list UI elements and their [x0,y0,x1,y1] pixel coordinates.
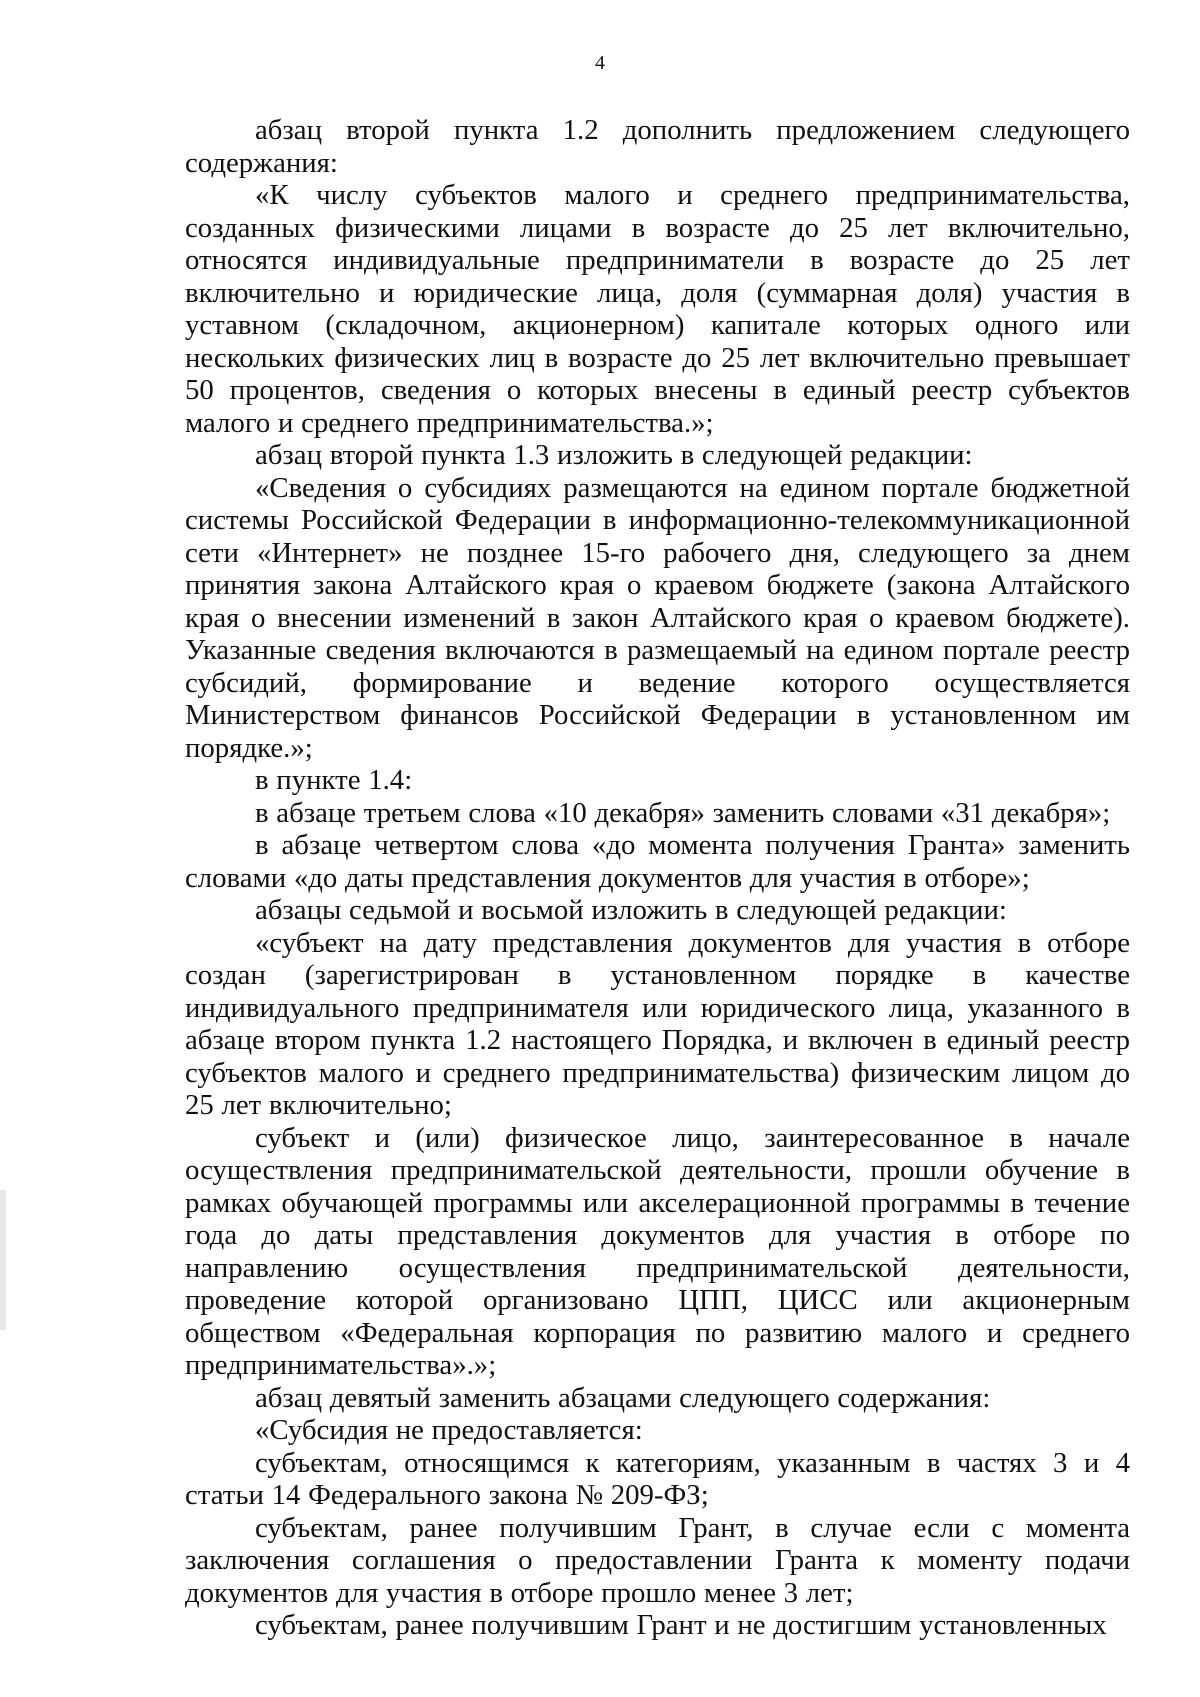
paragraph: абзац второй пункта 1.3 изложить в следующей редакции: [255,439,973,471]
paragraph: субъектам, ранее получившим Грант, в случае если с момента заключения соглашения о предоставлении Гранта к моменту подачи документов для участия в отборе прошло менее 3 лет; [185,1511,1130,1609]
paragraph: в пункте 1.4: [255,764,413,796]
document-body [185,114,1130,1642]
paragraph: «Субсидия не предоставляется: [255,1414,643,1446]
page-number: 4 [595,52,605,74]
paragraph: «Сведения о субсидиях размещаются на едином портале бюджетной системы Российской Федерации в информационно-телекоммуникационной сети «Интернет» не позднее 15-го рабочего дня, следующего за днем принятия закона Алтайского края о краевом бюджете (закона Алтайского края о внесении изменений в закон Алтайского края о краевом бюджете). Указанные сведения включаются в размещаемый на едином портале реестр субсидий, формирование и ведение которого осуществляется Министерством финансов Российской Федерации в установленном им порядке.»; [185,471,1130,764]
paragraph: субъект и (или) физическое лицо, заинтересованное в начале осуществления предпринимательской деятельности, прошли обучение в рамках обучающей программы или акселерационной программы в течение года до даты представления документов для участия в отборе по направлению осуществления предпринимательской деятельности, проведение которой организовано ЦПП, ЦИСС или акционерным обществом «Федеральная корпорация по развитию малого и среднего предпринимательства».»; [185,1121,1130,1381]
paragraph: «субъект на дату представления документов для участия в отборе создан (зарегистрирован в установленном порядке в качестве индивидуального предпринимателя или юридического лица, указанного в абзаце втором пункта 1.2 настоящего Порядка, и включен в единый реестр субъектов малого и среднего предпринимательства) физическим лицом до 25 лет включительно; [185,926,1130,1121]
paragraph: в абзаце четвертом слова «до момента получения Гранта» заменить словами «до даты представления документов для участия в отборе»; [185,829,1130,894]
paragraph: субъектам, ранее получившим Грант и не достигшим установленных [255,1609,1107,1641]
paragraph: субъектам, относящимся к категориям, указанным в частях 3 и 4 статьи 14 Федерального закона № 209-ФЗ; [185,1446,1130,1511]
paragraph: «К числу субъектов малого и среднего предпринимательства, созданных физическими лицами в возрасте до 25 лет включительно, относятся индивидуальные предприниматели в возрасте до 25 лет включительно и юридические лица, доля (суммарная доля) участия в уставном (складочном, акционерном) капитале которых одного или нескольких физических лиц в возрасте до 25 лет включительно превышает 50 процентов, сведения о которых внесены в единый реестр субъектов малого и среднего предпринимательства.»; [185,179,1130,439]
paragraph: абзацы седьмой и восьмой изложить в следующей редакции: [255,894,1007,926]
paragraph: абзац девятый заменить абзацами следующего содержания: [255,1381,991,1414]
paragraph: в абзаце третьем слова «10 декабря» заменить словами «31 декабря»; [255,796,1111,829]
scan-edge-shadow [0,1190,6,1330]
paragraph: абзац второй пункта 1.2 дополнить предложением следующего содержания: [185,114,1130,179]
